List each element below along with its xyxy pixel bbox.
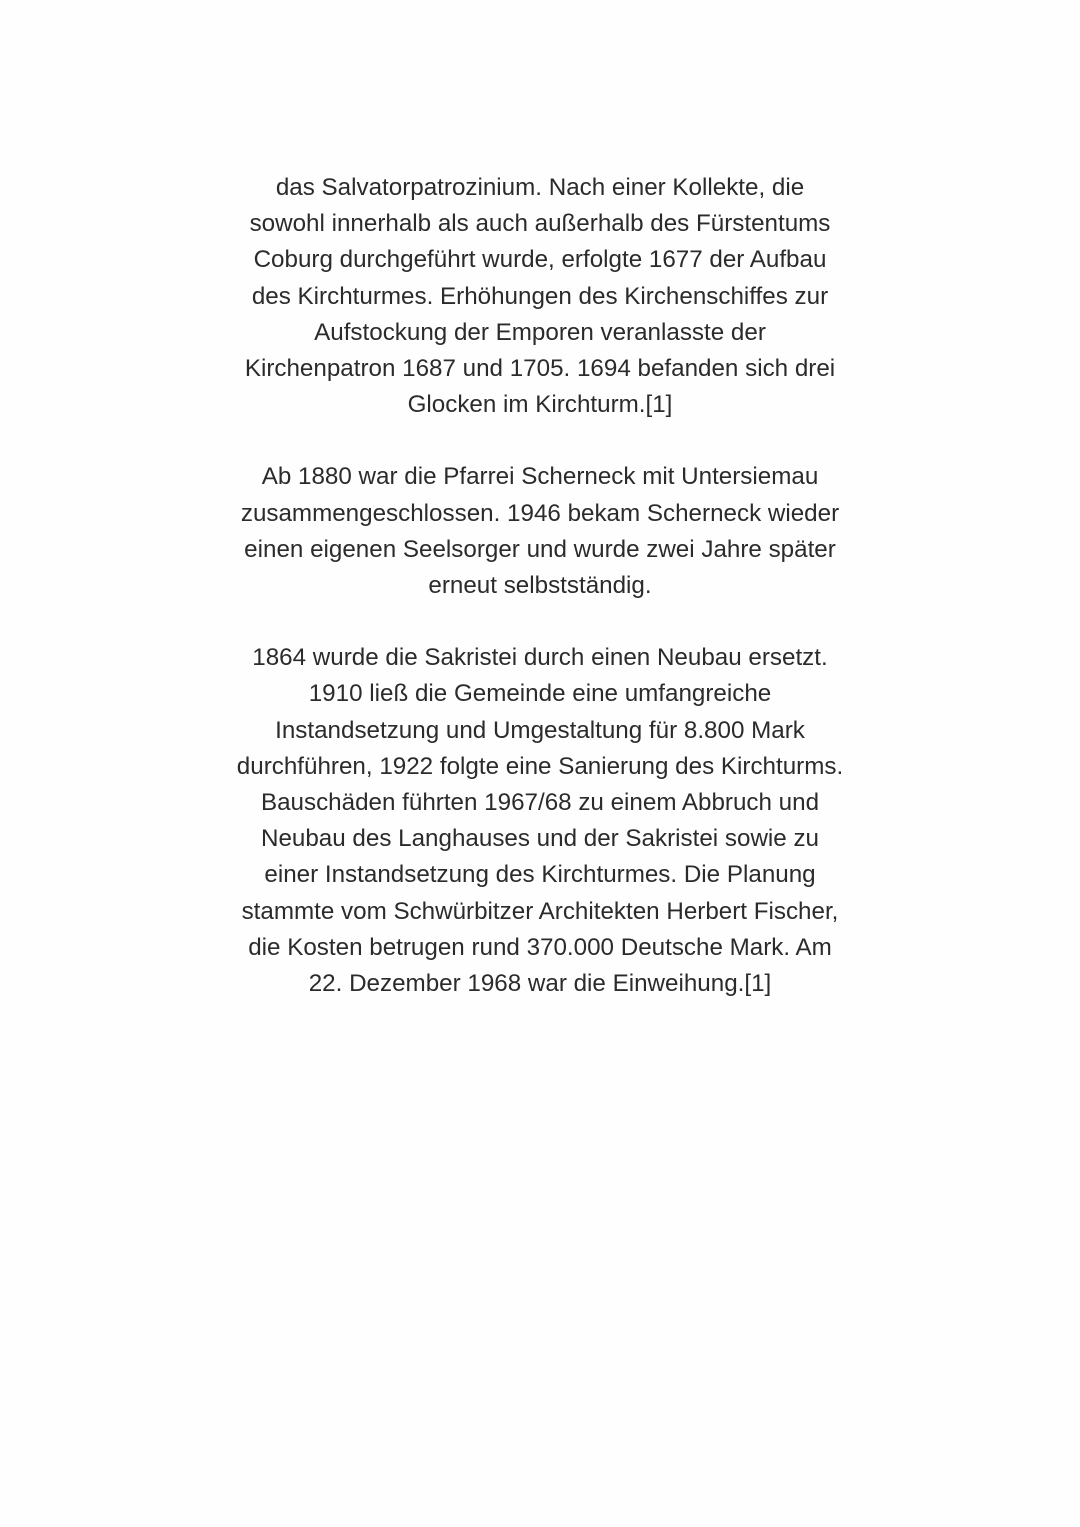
text-line: Kirchenpatron 1687 und 1705. 1694 befanden sich drei [244, 355, 836, 383]
text-line: einer Instandsetzung des Kirchturmes. Die Planung [264, 861, 816, 889]
text-line: Coburg durchgeführt wurde, erfolgte 1677 der Aufbau [253, 246, 827, 274]
text-line: stammte vom Schwürbitzer Architekten Herbert Fischer, [241, 897, 839, 925]
text-line: die Kosten betrugen rund 370.000 Deutsche Mark. Am [248, 933, 832, 961]
paragraph-history-1 [190, 170, 890, 423]
text-line: Ab 1880 war die Pfarrei Scherneck mit Untersiemau [261, 463, 819, 491]
document-body [190, 170, 890, 1002]
text-line: 22. Dezember 1968 war die Einweihung.[1] [308, 970, 772, 998]
text-line: einen eigenen Seelsorger und wurde zwei Jahre später [244, 535, 836, 563]
text-line: zusammengeschlossen. 1946 bekam Scherneck wieder [240, 499, 840, 527]
text-line: des Kirchturmes. Erhöhungen des Kirchenschiffes zur [251, 282, 829, 310]
text-line: erneut selbstständig. [428, 572, 652, 600]
paragraph-history-3 [190, 640, 890, 1002]
text-line: Glocken im Kirchturm.[1] [407, 391, 673, 419]
text-line: Instandsetzung und Umgestaltung für 8.800 Mark [275, 716, 805, 744]
text-line: das Salvatorpatrozinium. Nach einer Kollekte, die [275, 174, 805, 201]
text-line: Bauschäden führten 1967/68 zu einem Abbruch und [260, 789, 820, 817]
text-line: 1910 ließ die Gemeinde eine umfangreiche [308, 680, 772, 708]
text-line: Aufstockung der Emporen veranlasste der [314, 318, 766, 346]
text-line: sowohl innerhalb als auch außerhalb des Fürstentums [249, 210, 831, 238]
paragraph-history-2 [190, 459, 890, 604]
text-line: durchführen, 1922 folgte eine Sanierung des Kirchturms. [236, 752, 844, 780]
text-line: Neubau des Langhauses und der Sakristei sowie zu [260, 825, 819, 853]
text-line: 1864 wurde die Sakristei durch einen Neubau ersetzt. [252, 644, 828, 672]
